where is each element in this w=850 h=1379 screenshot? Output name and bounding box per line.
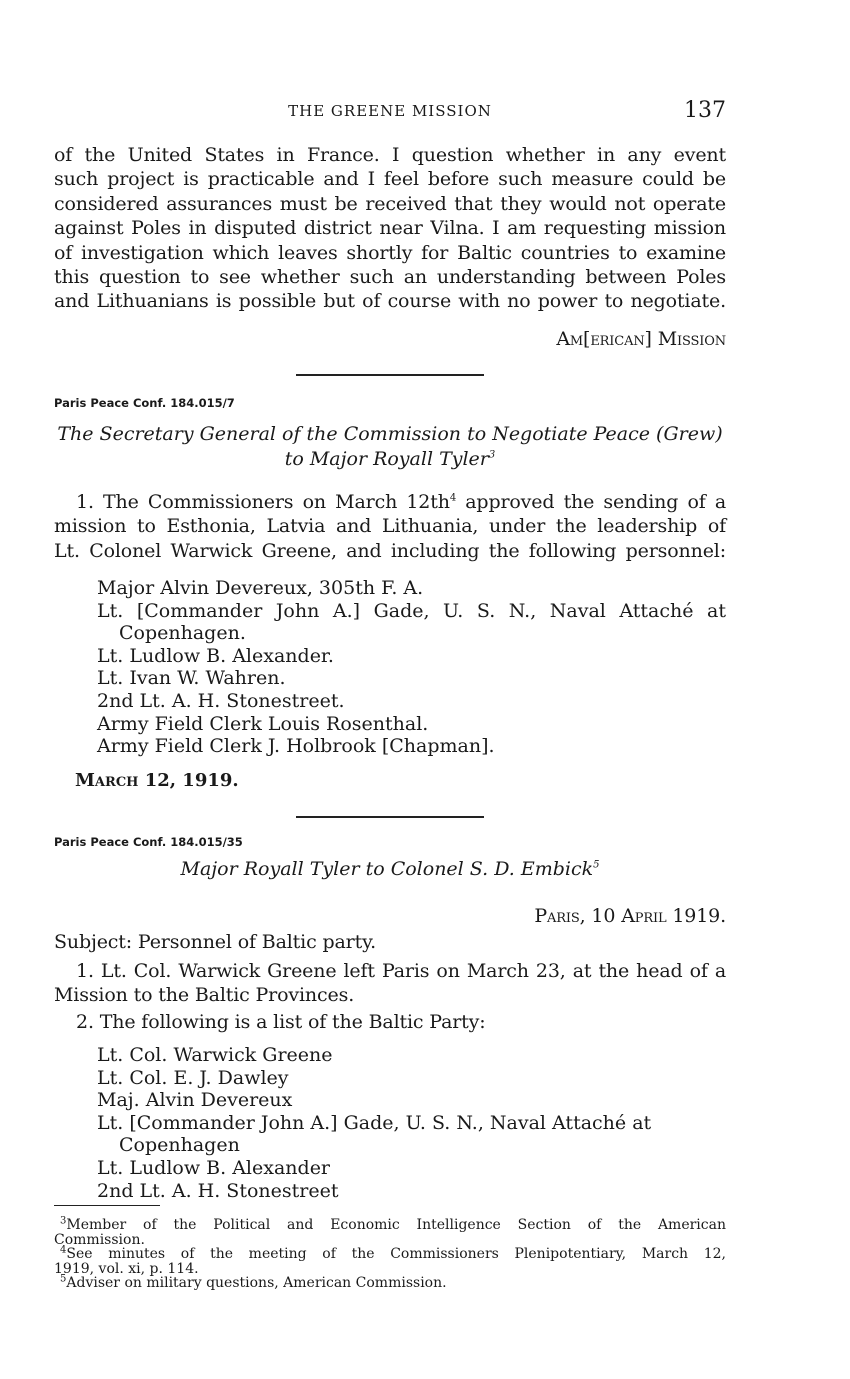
heading-line	[54, 447, 726, 472]
text-line	[54, 490, 726, 514]
footnote	[54, 1273, 726, 1291]
list-item: Lt. [Commander John A.] Gade, U. S. N., Naval Attaché at	[97, 599, 726, 622]
text-line: 1. Lt. Col. Warwick Greene left Paris on March 23, at the head of a	[76, 960, 726, 982]
document-page	[54, 0, 726, 1379]
date-line: March 12, 1919.	[75, 770, 239, 791]
footnotes	[54, 1215, 726, 1291]
file-reference: Paris Peace Conf. 184.015/7	[54, 396, 235, 410]
party-list	[97, 1044, 677, 1202]
heading-text: Major Royall Tyler to Colonel S. D. Embick	[180, 858, 594, 880]
footnote-mark: 5	[593, 859, 600, 871]
signature: Am[erican] Mission	[556, 328, 726, 350]
footnote-mark: 4	[449, 492, 457, 504]
footnote-mark: 5	[60, 1273, 67, 1285]
footnote-mark: 4	[60, 1244, 67, 1256]
text-line: mission to Esthonia, Latvia and Lithuania, under the leadership of	[54, 515, 726, 538]
text-line: against Poles in disputed district near Vilna. I am requesting mission	[54, 217, 726, 240]
page-number: 137	[684, 98, 726, 123]
list-item: Copenhagen	[119, 1134, 240, 1157]
doc1-paragraph	[54, 490, 726, 563]
footnote-text: Adviser on military questions, American Commission.	[66, 1275, 447, 1291]
text-span: 1. The Commissioners on March 12th	[76, 491, 450, 513]
list-item: Copenhagen.	[119, 622, 246, 645]
list-item: Lt. Ludlow B. Alexander	[97, 1156, 331, 1179]
doc2-item-1	[54, 959, 726, 1008]
text-line: and Lithuanians is possible but of course with no power to negotiate.	[54, 290, 726, 313]
footnote-text: Member of the Political and Economic Intelligence Section of the American	[66, 1217, 726, 1233]
text-line: considered assurances must be received that they would not operate	[54, 192, 726, 215]
doc2-item-2: 2. The following is a list of the Baltic Party:	[76, 1011, 486, 1033]
list-item: 2nd Lt. A. H. Stonestreet	[97, 1179, 339, 1202]
text-line: Mission to the Baltic Provinces.	[54, 984, 355, 1007]
heading-line	[54, 857, 726, 882]
list-item: Maj. Alvin Devereux	[97, 1089, 293, 1112]
text-span: approved the sending of a	[456, 491, 726, 513]
heading-line: The Secretary General of the Commission to Negotiate Peace (Grew)	[57, 423, 723, 445]
heading-text: to Major Royall Tyler	[284, 448, 489, 470]
section-divider	[296, 816, 484, 818]
running-head: THE GREENE MISSION	[288, 102, 492, 120]
list-item: 2nd Lt. A. H. Stonestreet.	[97, 689, 345, 712]
list-item: Army Field Clerk J. Holbrook [Chapman].	[97, 735, 495, 758]
subject-line: Subject: Personnel of Baltic party.	[54, 931, 377, 953]
footnote-text: Commission.	[54, 1231, 145, 1248]
footnote-mark: 3	[488, 449, 496, 461]
list-item: Lt. [Commander John A.] Gade, U. S. N., Naval Attaché at	[97, 1111, 652, 1134]
document-heading	[54, 422, 726, 472]
list-item: Lt. Col. Warwick Greene	[97, 1044, 333, 1066]
footnote-text: 1919, vol. xi, p. 114.	[54, 1260, 199, 1277]
text-line: Lt. Colonel Warwick Greene, and including the following personnel:	[54, 539, 726, 562]
list-item: Lt. Col. E. J. Dawley	[97, 1066, 289, 1089]
continuation-paragraph	[54, 143, 726, 314]
dateline: Paris, 10 April 1919.	[534, 905, 726, 927]
list-item: Lt. Ivan W. Wahren.	[97, 667, 286, 690]
document-heading	[54, 857, 726, 882]
page-header	[54, 98, 726, 124]
footnote-mark: 3	[60, 1215, 67, 1227]
text-line: of the United States in France. I question whether in any event	[54, 144, 726, 166]
file-reference: Paris Peace Conf. 184.015/35	[54, 835, 243, 849]
footnote-text: See minutes of the meeting of the Commissioners Plenipotentiary, March 12,	[66, 1246, 726, 1262]
footnote	[54, 1244, 726, 1262]
footnote	[54, 1215, 726, 1233]
footnote-divider	[54, 1205, 160, 1206]
list-item: Army Field Clerk Louis Rosenthal.	[97, 712, 429, 735]
text-line: this question to see whether such an understanding between Poles	[54, 266, 726, 289]
list-item: Major Alvin Devereux, 305th F. A.	[97, 577, 424, 599]
text-line: such project is practicable and I feel before such measure could be	[54, 168, 726, 191]
section-divider	[296, 374, 484, 376]
list-item: Lt. Ludlow B. Alexander.	[97, 644, 334, 667]
personnel-list	[97, 577, 726, 758]
text-line: of investigation which leaves shortly for Baltic countries to examine	[54, 241, 726, 264]
